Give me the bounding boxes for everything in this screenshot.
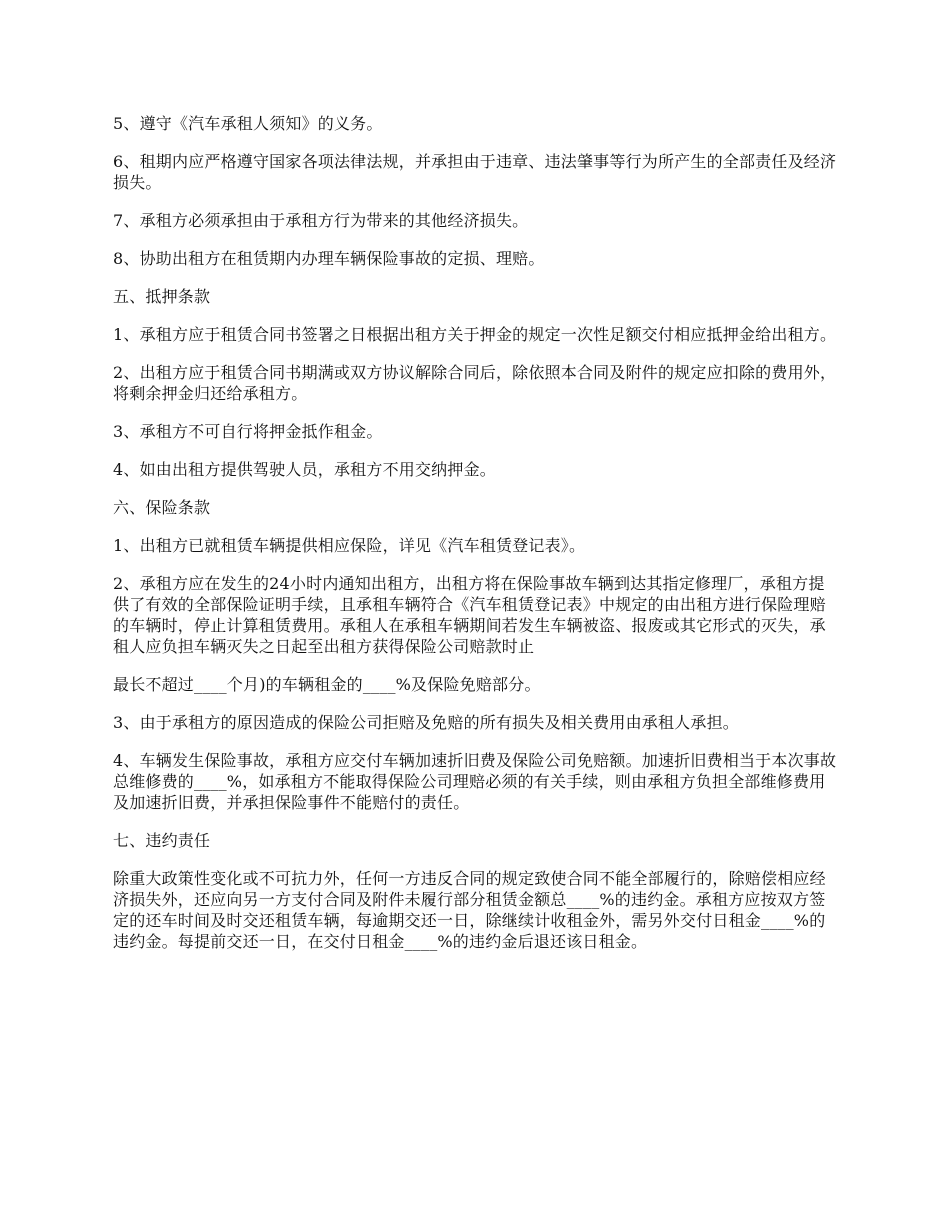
paragraph-obligation-6: 6、租期内应严格遵守国家各项法律法规，并承担由于违章、违法肇事等行为所产生的全部责任及经济损失。 (113, 152, 837, 192)
paragraph-mortgage-4: 4、如由出租方提供驾驶人员，承租方不用交纳押金。 (113, 460, 496, 479)
section-heading-insurance: 六、保险条款 (113, 498, 211, 517)
paragraph-obligation-5: 5、遵守《汽车承租人须知》的义务。 (113, 114, 383, 133)
paragraph-insurance-2: 2、承租方应在发生的24小时内通知出租方，出租方将在保险事故车辆到达其指定修理厂，承租方提供了有效的全部保险证明手续，且承租车辆符合《汽车租赁登记表》中规定的由出租方进行保险理赔的车辆时，停止计算租赁费用。承租人在承租车辆期间若发生车辆被盗、报废或其它形式的灭失，承租人应负担车辆灭失之日起至出租方获得保险公司赔款时止 (113, 574, 826, 656)
paragraph-obligation-8: 8、协助出租方在租赁期内办理车辆保险事故的定损、理赔。 (113, 249, 545, 268)
section-heading-mortgage: 五、抵押条款 (113, 287, 211, 306)
paragraph-mortgage-1: 1、承租方应于租赁合同书签署之日根据出租方关于押金的规定一次性足额交付相应抵押金给出租方。 (113, 325, 837, 344)
section-heading-breach: 七、违约责任 (113, 831, 211, 850)
paragraph-obligation-7: 7、承租方必须承担由于承租方行为带来的其他经济损失。 (113, 211, 529, 230)
paragraph-mortgage-2: 2、出租方应于租赁合同书期满或双方协议解除合同后，除依照本合同及附件的规定应扣除的费用外，将剩余押金归还给承租方。 (113, 363, 837, 403)
paragraph-insurance-2-continued: 最长不超过____个月)的车辆租金的____%及保险免赔部分。 (113, 675, 541, 694)
paragraph-insurance-1: 1、出租方已就租赁车辆提供相应保险，详见《汽车租赁登记表》。 (113, 536, 586, 555)
paragraph-mortgage-3: 3、承租方不可自行将押金抵作租金。 (113, 422, 383, 441)
paragraph-insurance-3: 3、由于承租方的原因造成的保险公司拒赔及免赔的所有损失及相关费用由承租人承担。 (113, 713, 739, 732)
paragraph-breach-liability: 除重大政策性变化或不可抗力外，任何一方违反合同的规定致使合同不能全部履行的，除赔偿相应经济损失外，还应向另一方支付合同及附件未履行部分租赁金额总____%的违约金。承租方应按双方签定的还车时间及时交还租赁车辆，每逾期交还一日，除继续计收租金外，需另外交付日租金____%的违约金。每提前交还一日，在交付日租金____%的违约金后退还该日租金。 (113, 869, 826, 951)
paragraph-insurance-4: 4、车辆发生保险事故，承租方应交付车辆加速折旧费及保险公司免赔额。加速折旧费相当于本次事故总维修费的____%，如承租方不能取得保险公司理赔必须的有关手续，则由承租方负担全部维修费用及加速折旧费，并承担保险事件不能赔付的责任。 (113, 751, 837, 812)
